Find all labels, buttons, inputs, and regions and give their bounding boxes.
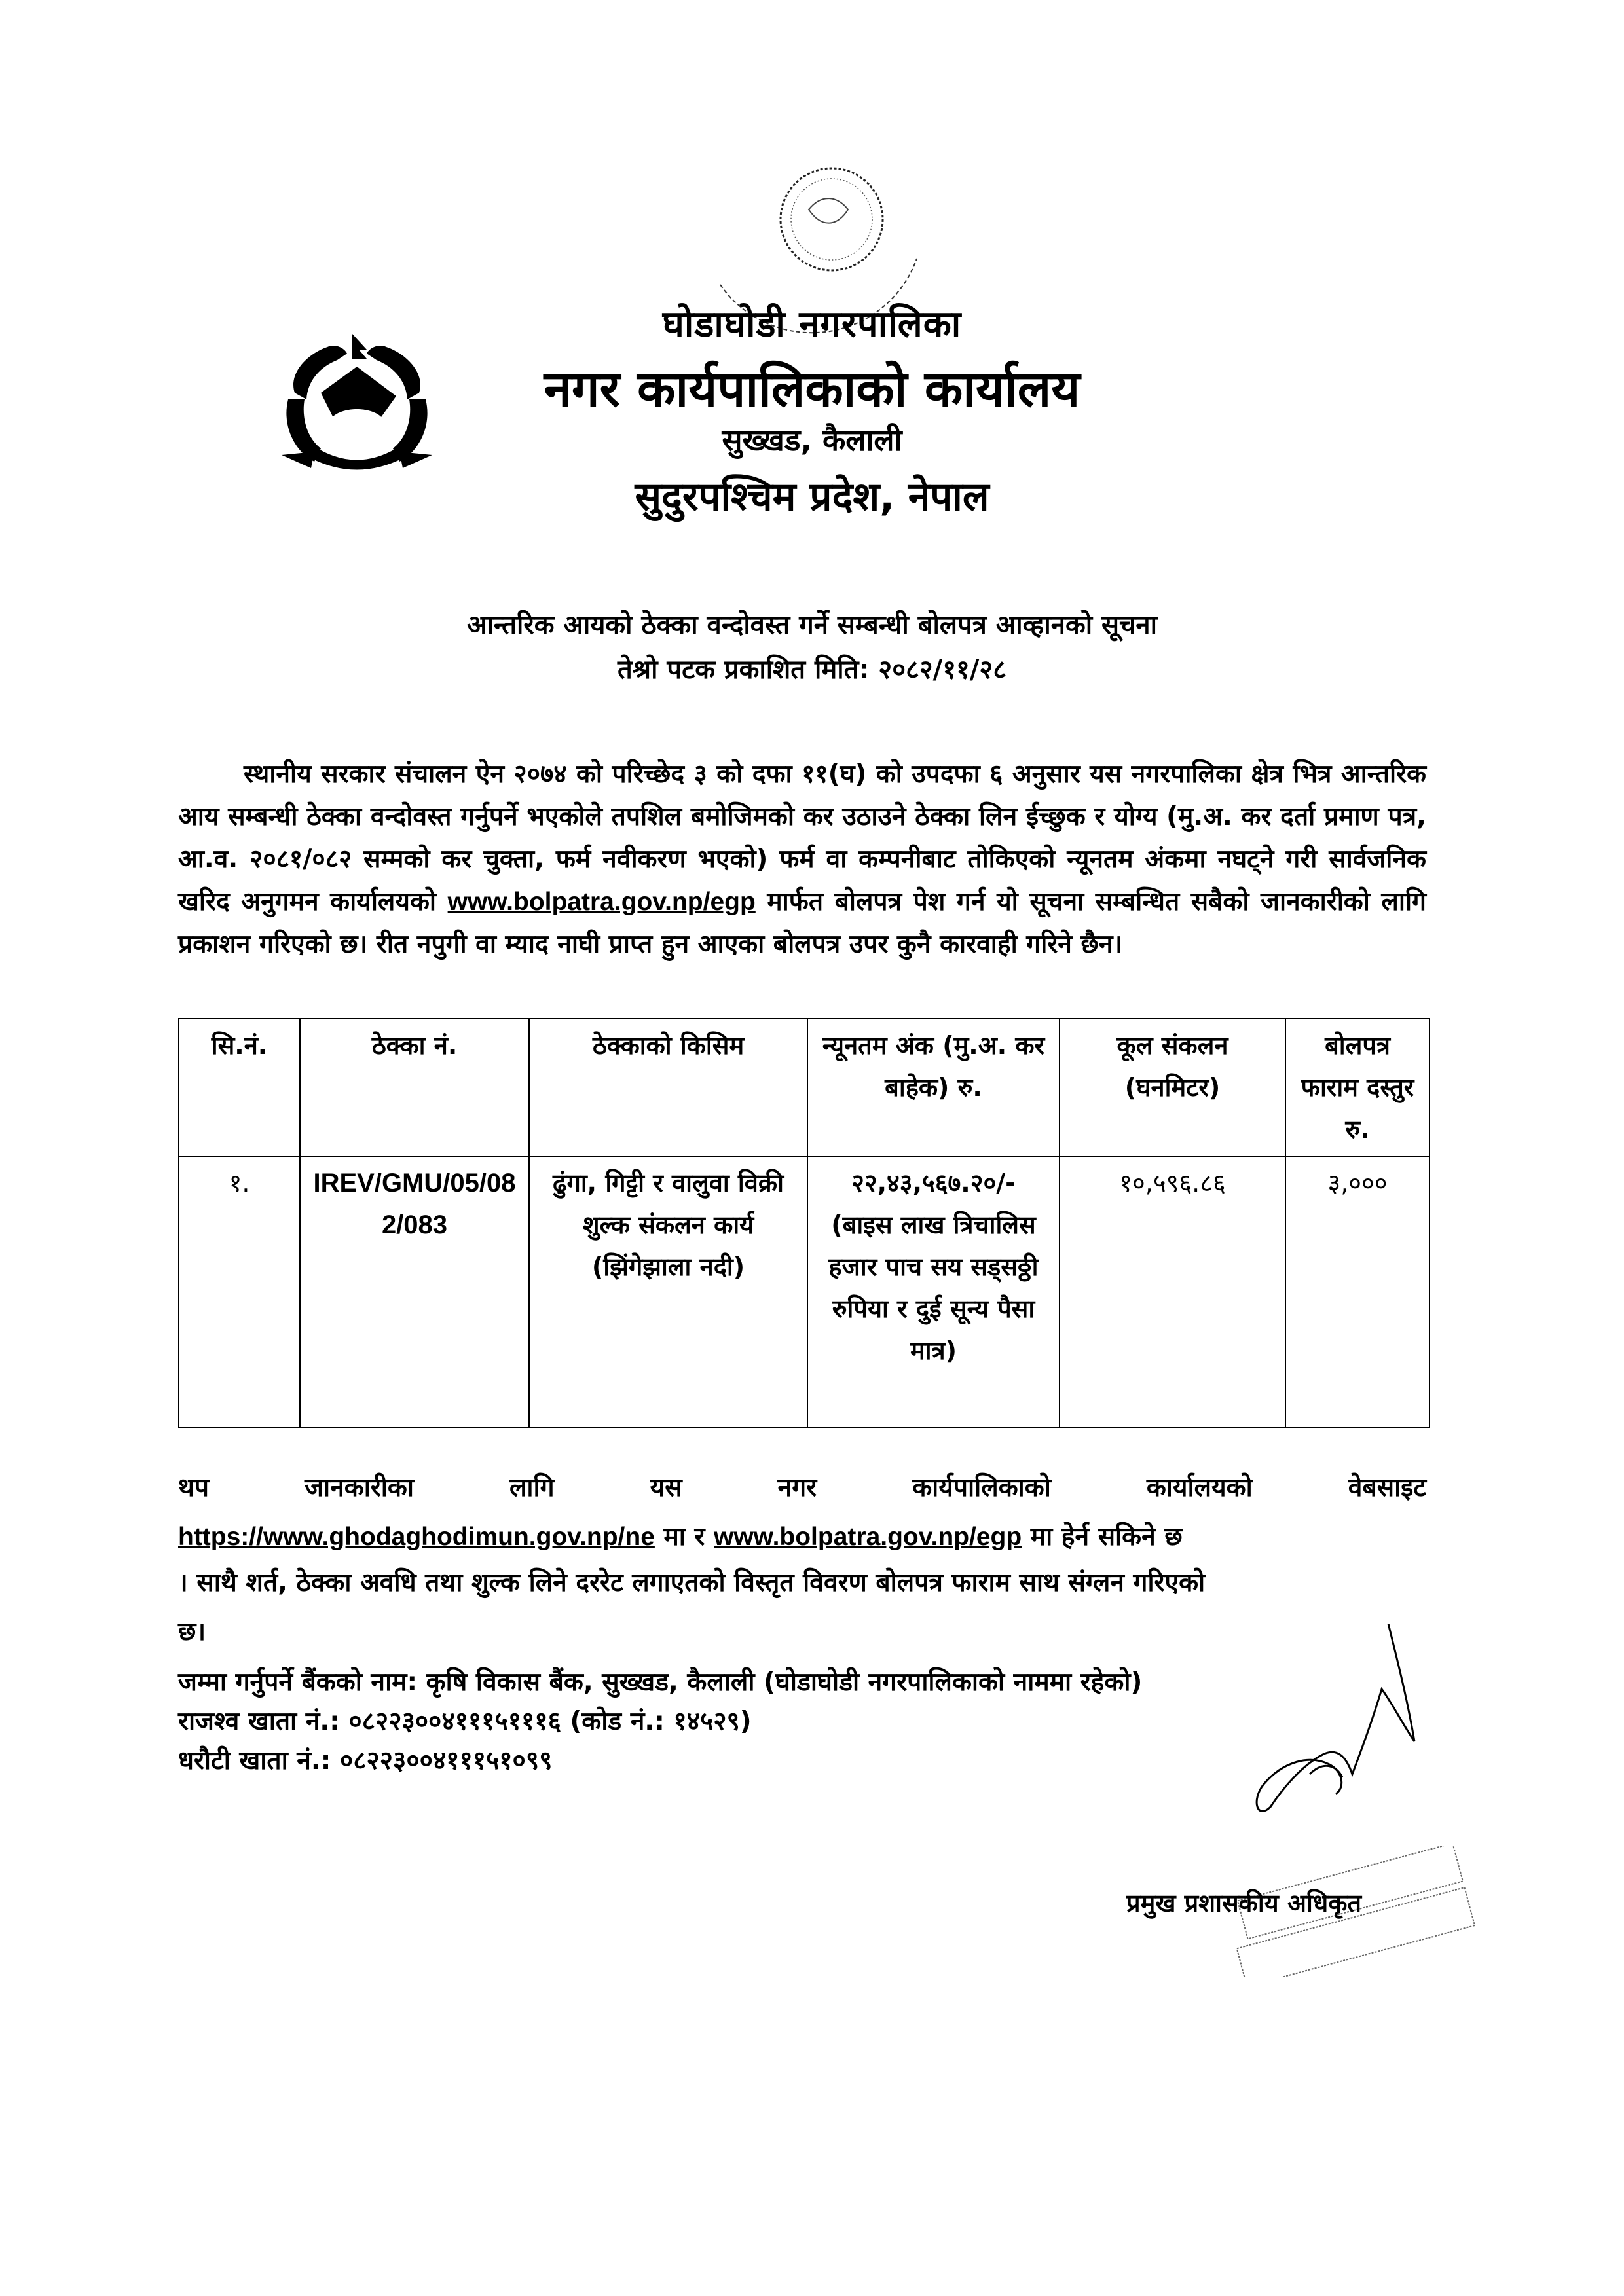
- body-text-after-link: मार्फत बोलपत्र पेश गर्न यो सूचना सम्बन्धित सबैको जानकारीको लागि प्रकाशन गरिएको छ। रीत नपुगी वा म्याद नाघी प्राप्त हुन आएका बोलपत्र उपर कुनै कारवाही गरिने छैन।: [178, 887, 1427, 959]
- cell-min-amount: [807, 1156, 1060, 1427]
- cell-form-fee: ३,०००: [1285, 1156, 1430, 1427]
- can-view-text: मा हेर्न सकिने छ: [1030, 1522, 1183, 1552]
- notice-body: [178, 753, 1426, 966]
- bolpatra-link-footer[interactable]: www.bolpatra.gov.np/egp: [714, 1523, 1022, 1551]
- col-header-form-fee: बोलपत्र फाराम दस्तुर रु.: [1285, 1019, 1430, 1156]
- publication-date: तेश्रो पटक प्रकाशित मिति: २०८२/११/२८: [617, 655, 1007, 685]
- word: वेबसाइट: [1348, 1473, 1426, 1503]
- signatory-title: प्रमुख प्रशासकीय अधिकृत: [1126, 1889, 1362, 1918]
- bolpatra-link[interactable]: www.bolpatra.gov.np/egp: [447, 888, 756, 916]
- word: यस: [650, 1473, 682, 1503]
- table-header-row: [179, 1019, 1430, 1156]
- table-row: [179, 1156, 1430, 1427]
- more-info-line: [178, 1467, 1426, 1510]
- cell-contract-type: ढुंगा, गिट्टी र वालुवा विक्री शुल्क संकलन कार्य (झिंगेझाला नदी): [529, 1156, 807, 1427]
- col-header-total-collection: कूल संकलन (घनमिटर): [1060, 1019, 1285, 1156]
- col-header-sn: सि.नं.: [179, 1019, 300, 1156]
- col-header-contract-type: ठेक्काको किसिम: [529, 1019, 807, 1156]
- connector-text: मा र: [663, 1522, 705, 1552]
- revenue-account: राजश्व खाता नं.: ०८२२३००४१११५१११६ (कोड नं.: १४५२९): [178, 1707, 752, 1736]
- min-amount-words: (बाइस लाख त्रिचालिस हजार पाच सय सड्सठ्ठी रुपिया र दुई सून्य पैसा मात्र): [828, 1211, 1039, 1365]
- word: कार्यपालिकाको: [912, 1473, 1051, 1503]
- office-address: सुख्खड, कैलाली: [722, 422, 902, 458]
- details-end: छ।: [178, 1617, 206, 1647]
- col-header-contract-no: ठेक्का नं.: [300, 1019, 529, 1156]
- deposit-account: धरौटी खाता नं.: ०८२२३००४१११५१०९९: [178, 1746, 553, 1776]
- links-line: [178, 1516, 1426, 1559]
- body-text-before-link: स्थानीय सरकार संचालन ऐन २०७४ को परिच्छेद ३ को दफा ११(घ) को उपदफा ६ अनुसार यस नगरपालिका क्षेत्र भित्र आन्तरिक आय सम्बन्धी ठेक्का वन्दोवस्त गर्नुपर्ने भएकोले तपशिल बमोजिमको कर उठाउने ठेक्का लिन ईच्छुक र योग्य (मु.अ. कर दर्ता प्रमाण पत्र, आ.व. २०८१/०८२ सम्मको कर चुक्ता, फर्म नवीकरण भएको) फर्म वा कम्पनीबाट तोकिएको न्यूनतम अंकमा नघट्ने गरी सार्वजनिक खरिद अनुगमन कार्यालयको: [178, 759, 1426, 917]
- word: जानकारीका: [304, 1473, 414, 1503]
- word: नगर: [777, 1473, 817, 1503]
- notice-title: आन्तरिक आयको ठेक्का वन्दोवस्त गर्ने सम्बन्धी बोलपत्र आव्हानको सूचना: [466, 610, 1157, 640]
- word: थप: [178, 1473, 210, 1503]
- min-amount-figure: २२,४३,५६७.२०/-: [851, 1169, 1016, 1197]
- details-line: । साथै शर्त, ठेक्का अवधि तथा शुल्क लिने दररेट लगाएतको विस्तृत विवरण बोलपत्र फाराम साथ संग्लन गरिएको: [178, 1568, 1206, 1597]
- province-country: सुदुरपश्चिम प्रदेश, नेपाल: [635, 474, 989, 520]
- word: लागि: [509, 1473, 555, 1503]
- municipality-website-link[interactable]: https://www.ghodaghodimun.gov.np/ne: [178, 1523, 655, 1551]
- municipality-name: घोडाघोडी नगरपालिका: [662, 303, 962, 346]
- bank-name: जम्मा गर्नुपर्ने बैंकको नाम: कृषि विकास बैंक, सुख्खड, कैलाली (घोडाघोडी नगरपालिकाको नाममा रहेको): [178, 1667, 1143, 1697]
- cell-total-collection: १०,५९६.८६: [1060, 1156, 1285, 1427]
- cell-sn: १.: [179, 1156, 300, 1427]
- word: कार्यालयको: [1146, 1473, 1253, 1503]
- contract-table: [178, 1018, 1430, 1428]
- signature-icon: [1231, 1624, 1454, 1833]
- cell-contract-no: IREV/GMU/05/082/083: [300, 1156, 529, 1427]
- office-name: नगर कार्यपालिकाको कार्यालय: [544, 359, 1080, 418]
- col-header-min-amount: न्यूनतम अंक (मु.अ. कर बाहेक) रु.: [807, 1019, 1060, 1156]
